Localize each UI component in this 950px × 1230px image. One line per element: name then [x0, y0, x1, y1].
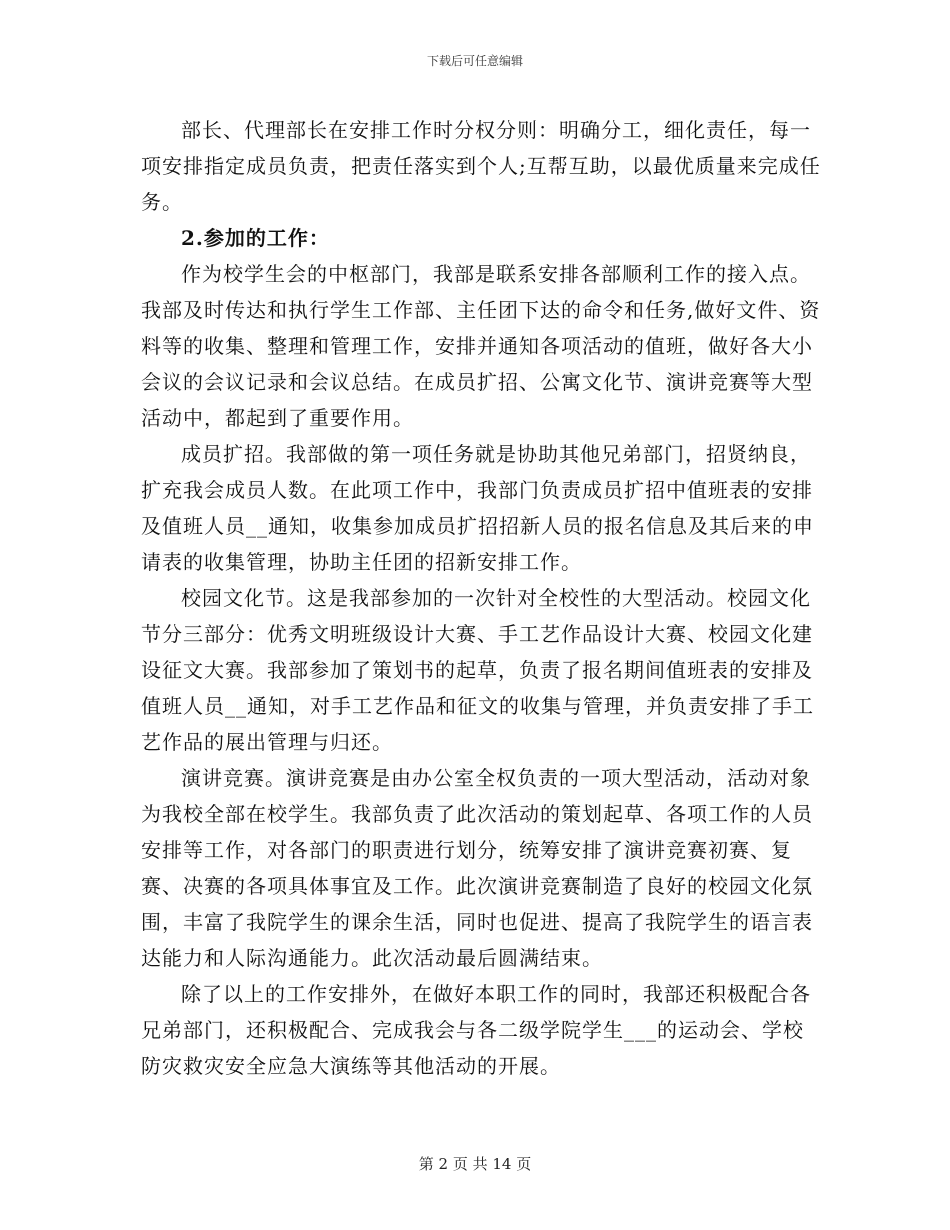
page-header: 下载后可任意编辑 — [426, 54, 523, 68]
paragraph-hub-department: 作为校学生会的中枢部门，我部是联系安排各部顺利工作的接入点。我部及时传达和执行学生工作部、主任团下达的命令和任务,做好文件、资料等的收集、整理和管理工作，安排并通知各项活动的值班，做好各大小会议的会议记录和会议总结。在成员扩招、公寓文化节、演讲竞赛等大型活动中，都起到了重要作用。 — [141, 262, 821, 430]
paragraph-division-of-work: 部长、代理部长在安排工作时分权分则：明确分工，细化责任，每一项安排指定成员负责，把责任落实到个人;互帮互助，以最优质量来完成任务。 — [141, 118, 821, 214]
paragraph-other-activities: 除了以上的工作安排外，在做好本职工作的同时，我部还积极配合各兄弟部门，还积极配合、完成我会与各二级学院学生___的运动会、学校防灾救灾安全应急大演练等其他活动的开展。 — [141, 982, 811, 1078]
paragraph-campus-culture-festival: 校园文化节。这是我部参加的一次针对全校性的大型活动。校园文化节分三部分：优秀文明班级设计大赛、手工艺作品设计大赛、校园文化建设征文大赛。我部参加了策划书的起草，负责了报名期间值班表的安排及值班人员__通知，对手工艺作品和征文的收集与管理，并负责安排了手工艺作品的展出管理与归还。 — [141, 586, 814, 754]
document-body — [141, 112, 821, 1084]
paragraph-member-recruitment: 成员扩招。我部做的第一项任务就是协助其他兄弟部门，招贤纳良，扩充我会成员人数。在此项工作中，我部门负责成员扩招中值班表的安排及值班人员__通知，收集参加成员扩招招新人员的报名信息及其后来的申请表的收集管理，协助主任团的招新安排工作。 — [141, 442, 814, 574]
paragraph-speech-contest: 演讲竞赛。演讲竞赛是由办公室全权负责的一项大型活动，活动对象为我校全部在校学生。我部负责了此次活动的策划起草、各项工作的人员安排等工作，对各部门的职责进行划分，统筹安排了演讲竞赛初赛、复赛、决赛的各项具体事宜及工作。此次演讲竞赛制造了良好的校园文化氛围，丰富了我院学生的课余生活，同时也促进、提高了我院学生的语言表达能力和人际沟通能力。此次活动最后圆满结束。 — [141, 766, 813, 970]
page-number: 第 2 页 共 14 页 — [418, 1155, 532, 1173]
section-heading-participated-work: 2.参加的工作： — [181, 226, 330, 250]
